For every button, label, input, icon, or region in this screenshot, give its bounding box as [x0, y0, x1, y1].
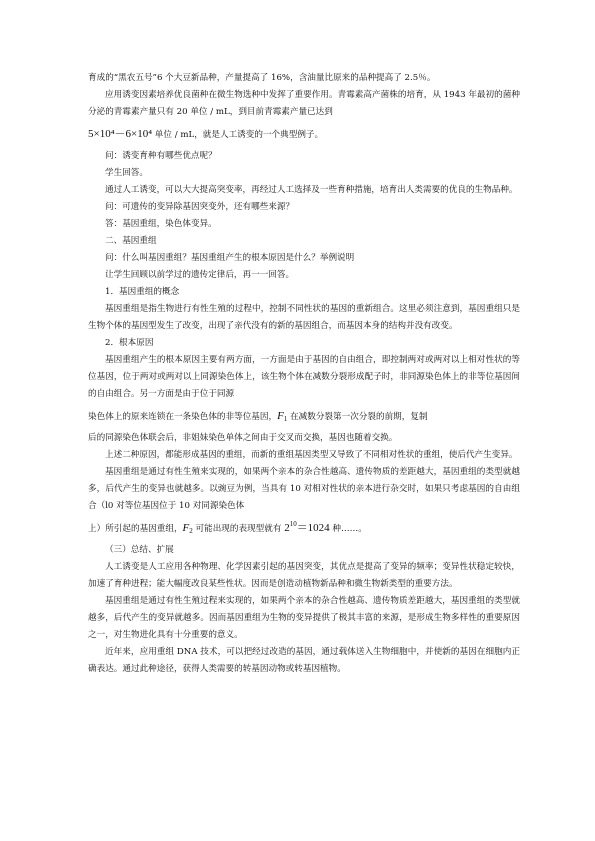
paragraph-summary-recombination: 基因重组是通过有性生殖过程来实现的，如果两个亲本的杂合性越高、遗传物质差距越大，基因重组的类型就越多，后代产生的变异就越多。因而基因重组为生物的变异提供了极其丰富的来源，是形成生物多样性的重要原因之一，对生物进化具有十分重要的意义。 — [88, 596, 520, 640]
math-f2-sub: 2 — [189, 527, 193, 535]
paragraph-two-causes: 上述二种原因，都能形成基因的重组，而新的重组基因类型又导致了不同相对性状的重组，使后代产生变异。 — [105, 450, 518, 460]
paragraph-pea-example: 基因重组是通过有性生殖来实现的，如果两个亲本的杂合性越高、遗传物质的差距越大，基因重组的类型就越多，后代产生的变异也就越多。以豌豆为例，当具有 10 对相对性状的亲本进行杂交时，如果只考虑基因的自由组合（l0 对等位基因位于 10 对同源染色体 — [88, 467, 520, 511]
answer-variation-sources: 答：基因重组，染色体变异。 — [105, 219, 217, 229]
page-content — [88, 70, 520, 678]
paragraph-crossover: 后的同源染色体联会后，非姐妹染色单体之间由于交叉而交换，基因也随着交换。 — [88, 433, 398, 443]
linkage-text-a: 染色体上的原来连锁在一条染色体的非等位基因， — [88, 412, 278, 422]
section-heading-summary: （三）总结、扩展 — [105, 545, 174, 555]
paragraph-penicillin: 应用诱变因素培养优良菌种在微生物选种中发挥了重要作用。青霉素高产菌株的培育，从 1943 年最初的菌种分泌的青霉素产量只有 20 单位 / mL，到目前青霉素产量已达到 — [88, 90, 520, 117]
paragraph-dna-technology: 近年来，应用重组 DNA 技术，可以把经过改造的基因，通过载体送入生物细胞中，并使新的基因在细胞内正确表达。通过此种途径，获得人类需要的转基因动物或转基因植物。 — [88, 647, 520, 674]
question-variation-sources: 问：可遗传的变异除基因突变外，还有哪些来源？ — [105, 202, 295, 212]
math-f1 — [277, 410, 287, 422]
math-f1-sub: 1 — [283, 415, 288, 423]
paragraph-mutation-answer: 通过人工诱变，可以大大提高突变率，再经过人工选择及一些育种措施，培育出人类需要的优良的生物品种。 — [105, 185, 518, 195]
math-f2 — [183, 522, 193, 534]
linkage-text-b: 在减数分裂第一次分裂的前期，复制 — [287, 412, 428, 422]
yield-text: 单位 / mL，就是人工诱变的一个典型例子。 — [152, 130, 324, 140]
paragraph-soybean: 育成的“黑农五号”6 个大豆新品种，产量提高了 16%，含油量比原来的品种提高了 2.5％。 — [88, 73, 436, 83]
math-f1-letter: F — [277, 410, 284, 422]
phenotype-text-c: 种……。 — [329, 524, 367, 534]
math-f2-letter: F — [182, 522, 190, 534]
paragraph-concept: 基因重组是指生物进行有性生殖的过程中，控制不同性状的基因的重新组合。这里必须注意到，基因重组只是生物个体的基因型发生了改变，出现了亲代没有的新的基因组合，而基因本身的结构并没有改变。 — [88, 304, 520, 331]
phenotype-text-a: 上）所引起的基因重组， — [88, 524, 183, 534]
student-answer: 学生回答。 — [105, 168, 148, 178]
paragraph-phenotypes — [88, 515, 520, 542]
question-advantages: 问：诱变育种有哪些优点呢？ — [105, 151, 217, 161]
subheading-root-cause: 2．根本原因 — [105, 338, 154, 348]
math-power — [284, 522, 330, 534]
paragraph-summary-mutation: 人工诱变是人工应用各种物理、化学因素引起的基因突变，其优点是提高了变异的频率；变异性状稳定较快，加速了育种进程；能大幅度改良某些性状。因而是创造动植物新品种和微生物新类型的重要方法。 — [88, 562, 520, 589]
paragraph-penicillin-yield — [88, 121, 520, 148]
math-power-eq: ＝1024 — [296, 522, 330, 534]
math-yield-range: 5×10⁴－6×10⁴ — [88, 128, 153, 140]
section-heading-recombination: 二、基因重组 — [105, 236, 157, 246]
phenotype-text-b: 可能出现的表现型就有 — [192, 524, 285, 534]
math-power-exp: 10 — [289, 520, 297, 528]
paragraph-root-cause: 基因重组产生的根本原因主要有两方面，一方面是由于基因的自由组合，即控制两对或两对以上相对性状的等位基因，位于两对或两对以上同源染色体上，该生物个体在减数分裂形成配子时，非同源染色体上的非等位基因间的自由组合。另一方面是由于位于同源 — [88, 355, 520, 399]
paragraph-linkage — [88, 403, 520, 430]
subheading-concept: 1．基因重组的概念 — [105, 287, 180, 297]
student-review: 让学生回顾以前学过的遗传定律后，再一一回答。 — [105, 270, 295, 280]
question-recombination: 问：什么叫基因重组？基因重组产生的根本原因是什么？举例说明 — [105, 253, 355, 263]
math-power-base: 2 — [284, 522, 290, 534]
